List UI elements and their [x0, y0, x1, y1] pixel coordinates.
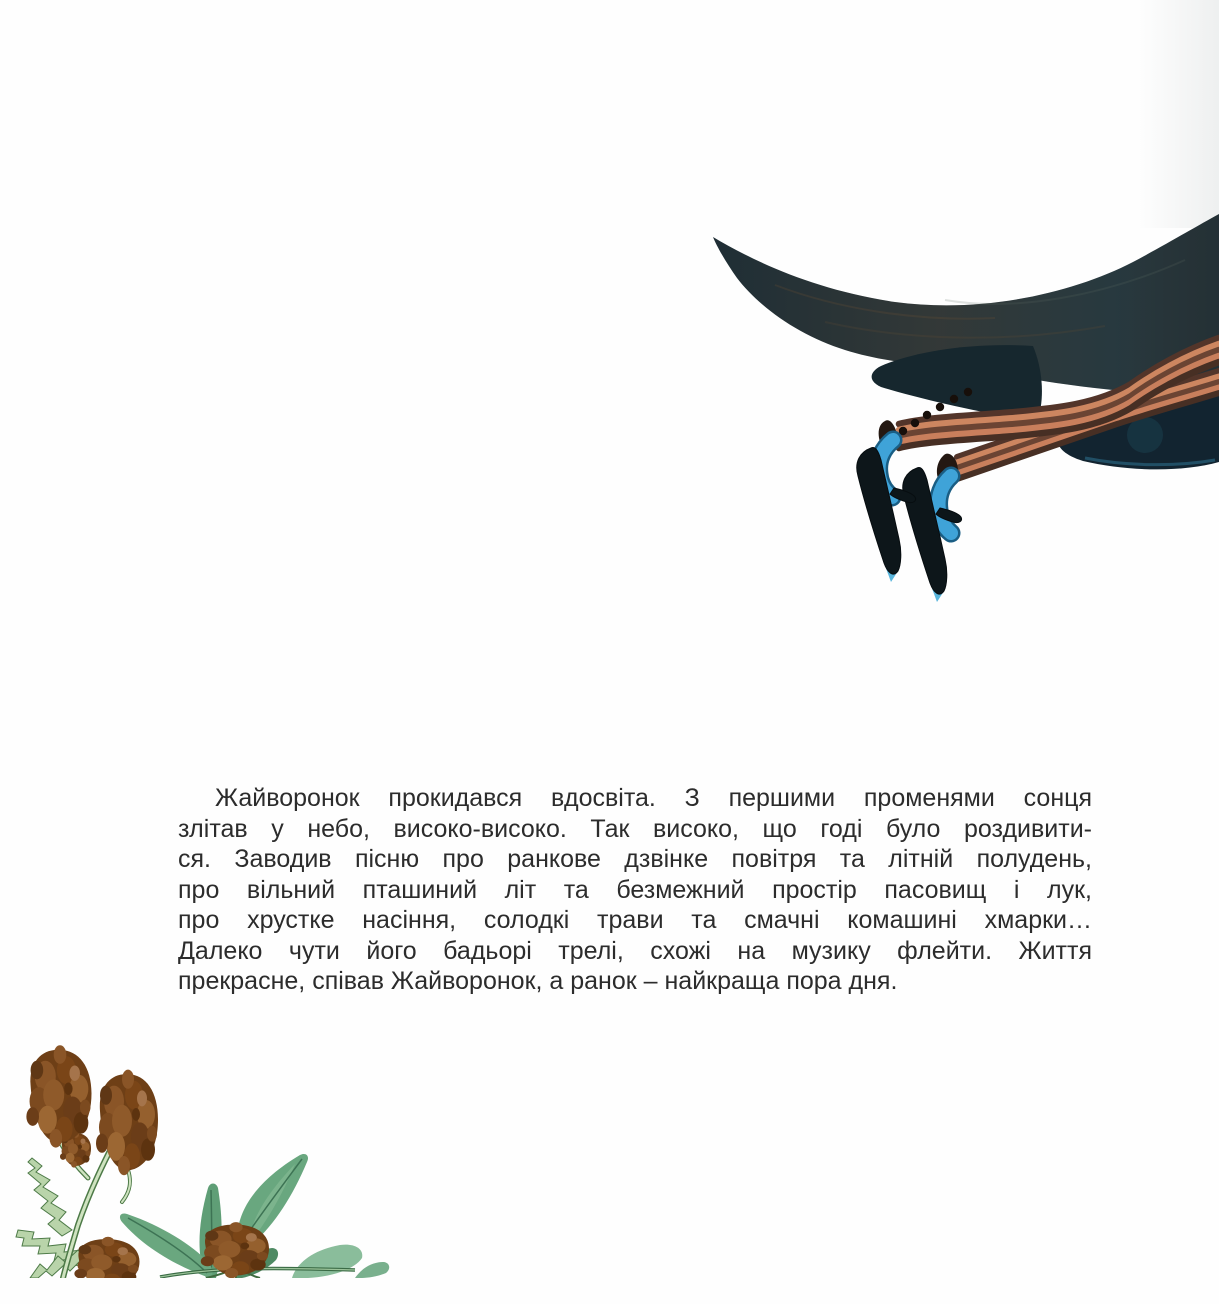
story-line: про вільний пташиний літ та безмежний простір пасовищ і лук, — [178, 875, 1092, 904]
story-line: прекрасне, співав Жайворонок, а ранок – найкраща пора дня. — [178, 967, 898, 995]
flower-cluster — [26, 1045, 91, 1147]
flower-cluster — [74, 1237, 139, 1278]
leaf — [355, 1262, 389, 1278]
story-line: ся. Заводив пісню про ранкове дзвінке повітря та літній полудень, — [178, 845, 1092, 873]
shoe-upper — [857, 448, 901, 575]
plant-illustration — [10, 1040, 405, 1278]
story-line: Далеко чути його бадьорі трелі, схожі на музику флейти. Життя — [178, 936, 1092, 965]
leaf — [292, 1245, 362, 1278]
story-paragraph — [178, 783, 1092, 997]
bird-illustration — [685, 200, 1219, 605]
story-line: Жайворонок прокидався вдосвіта. З першими променями сонця — [215, 784, 1092, 812]
page-edge-shading — [1137, 0, 1219, 228]
story-line: про хрустке насіння, солодкі трави та смачні комашині хмарки… — [178, 906, 1092, 934]
teal-patch — [1127, 417, 1163, 453]
story-line: злітав у небо, високо-високо. Так високо, що годі було роздивити- — [178, 814, 1092, 843]
